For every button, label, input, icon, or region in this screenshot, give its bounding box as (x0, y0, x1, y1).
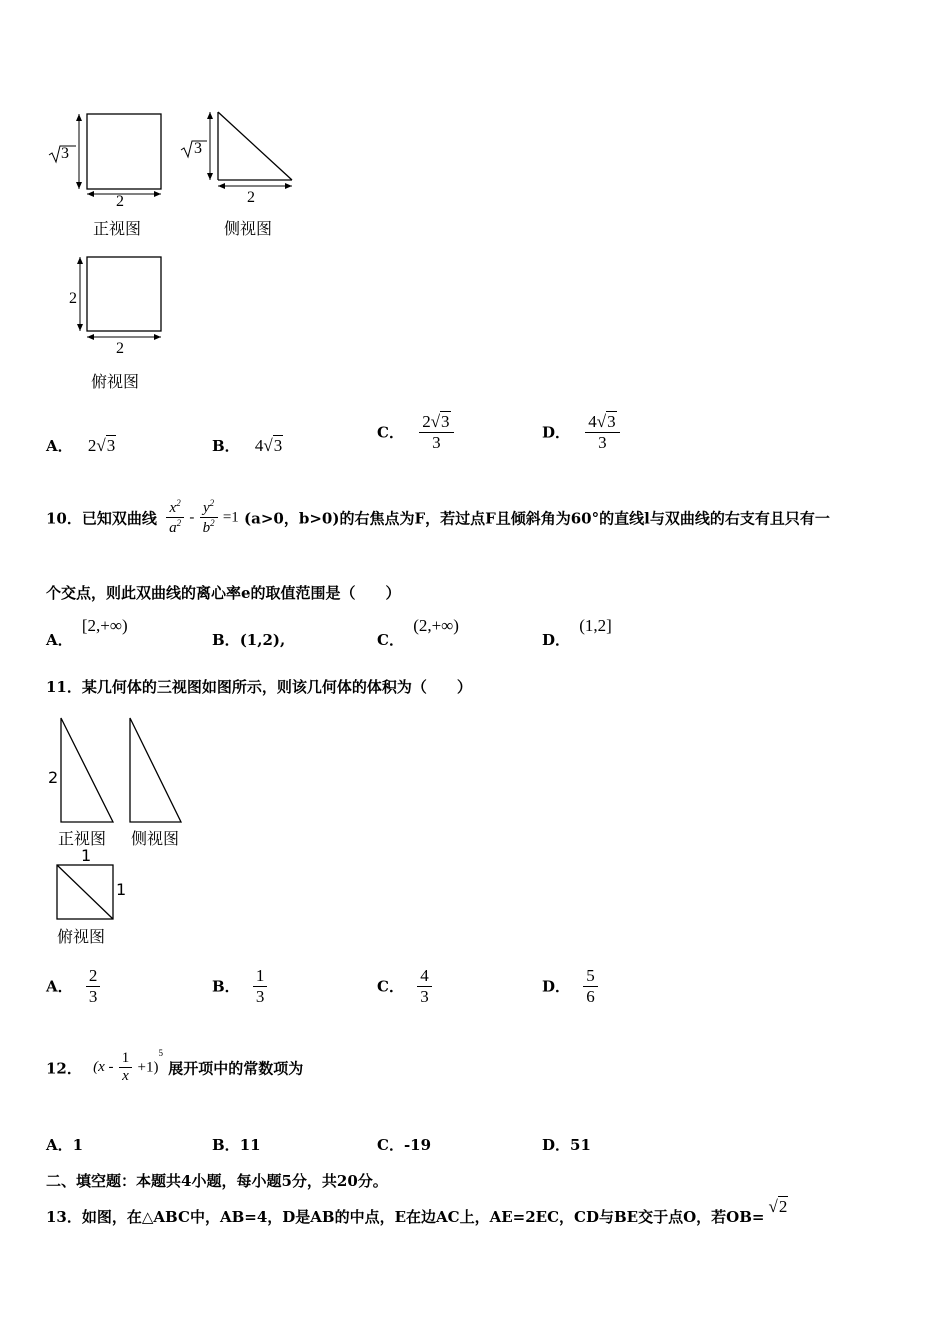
q10-option-b[interactable]: B．(1,2), (212, 631, 286, 649)
q9-front-caption: 正视图 (93, 219, 142, 238)
q11-option-b[interactable]: B． $\frac{1}{3}$ (212, 966, 267, 1006)
q11-option-c[interactable]: C． $\frac{4}{3}$ (377, 966, 432, 1006)
q10-stem-line2: 个交点，则此双曲线的离心率e的取值范围是（ ） (46, 584, 401, 602)
q9-front-height-label: 3 (61, 145, 69, 162)
q9-option-d[interactable]: D． $\frac{4√3}{3}$ (542, 412, 620, 452)
q11-option-a[interactable]: A． $\frac{2}{3}$ (46, 966, 100, 1006)
q11-top-side-label: 1 (116, 880, 127, 899)
q9-option-c[interactable]: C． $\frac{2√3}{3}$ (377, 412, 454, 452)
q9-top-caption: 俯视图 (91, 372, 140, 391)
q11-option-d[interactable]: D． $\frac{5}{6}$ (542, 966, 598, 1006)
q11-height-label: 2 (48, 768, 59, 787)
q10-option-c[interactable]: C． (2,+∞) (377, 616, 459, 649)
q9-front-width-label: 2 (116, 193, 124, 210)
q12-stem: 12． (x - $\frac{1}{x}$ +1)$^5$ 展开项中的常数项为 (46, 1047, 304, 1085)
q9-side-caption: 侧视图 (224, 219, 273, 238)
q12-option-c[interactable]: C．-19 (377, 1136, 432, 1154)
q11-side-caption: 侧视图 (131, 829, 180, 848)
q9-option-a[interactable]: A． 2√3 (46, 436, 116, 455)
q12-option-b[interactable]: B．11 (212, 1136, 261, 1154)
q10-stem: 10．已知双曲线 $\frac{x^2}{a^2}$ - $\frac{y^2}{b^2}$ =1 (a>0，b>0)的右焦点为F，若过点F且倾斜角为60°的直线l与双曲线的右支有且只有一 (46, 498, 830, 537)
q10-option-d[interactable]: D． (1,2] (542, 616, 612, 649)
q11-stem: 11．某几何体的三视图如图所示，则该几何体的体积为（ ） (46, 678, 472, 696)
q9-option-b[interactable]: B． 4√3 (212, 436, 283, 455)
q9-side-height-label: 3 (194, 140, 202, 157)
q11-top-caption: 俯视图 (57, 927, 106, 946)
q10-option-a[interactable]: A． [2,+∞) (46, 616, 128, 649)
q13-stem: 13．如图，在△ABC中，AB=4，D是AB的中点，E在边AC上，AE=2EC，CD与BE交于点O，若OB=√2 (46, 1197, 788, 1226)
q11-front-caption: 正视图 (58, 829, 107, 848)
section-heading: 二、填空题：本题共4小题，每小题5分，共20分。 (46, 1172, 388, 1190)
q9-top-width-label: 2 (116, 340, 124, 357)
q12-option-a[interactable]: A．1 (46, 1136, 84, 1154)
q9-side-width-label: 2 (247, 189, 255, 206)
q9-top-height-label: 2 (69, 290, 77, 307)
q11-top-width-label: 1 (81, 846, 92, 865)
q12-option-d[interactable]: D．51 (542, 1136, 591, 1154)
